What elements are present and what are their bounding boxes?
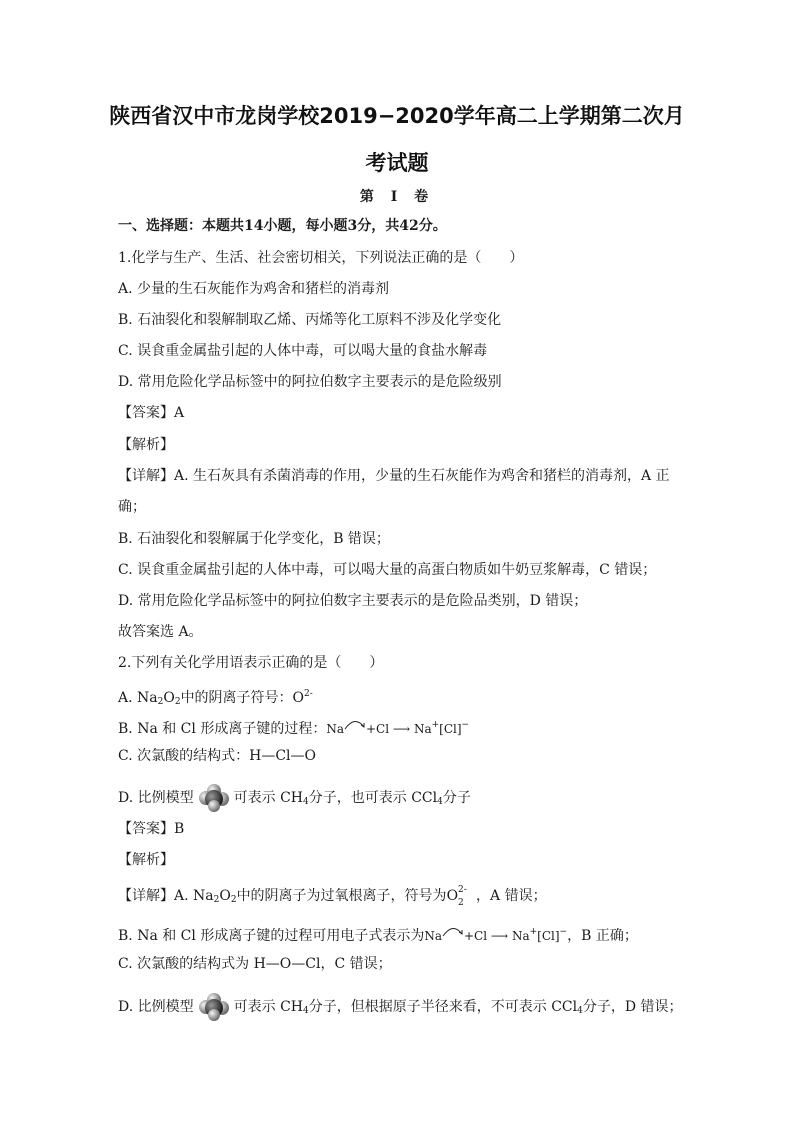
peroxide-sub: 2 [458, 898, 464, 908]
q1-detail-line2: 确； [118, 499, 146, 515]
document-title-line1: 陕西省汉中市龙岗学校2019−2020学年高二上学期第二次月 [109, 104, 685, 128]
q2-detail-c: C. 次氯酸的结构式为 H—O—Cl，C 错误； [118, 956, 392, 972]
q2-detail-d-mid2: 分子，但根据原子半径来看，不可表示 CCl [308, 999, 578, 1015]
q2-detail-b-prefix: B. Na 和 Cl 形成离子键的过程可用电子式表示为 [118, 928, 425, 944]
peroxide-index [458, 885, 476, 908]
eform2-plus: + [463, 929, 475, 943]
volume-label: 第 Ⅰ 卷 [359, 189, 435, 205]
eform-na-ion: Na [413, 722, 432, 736]
q2-detail-d [118, 993, 690, 1021]
peroxide-charge: 2- [458, 885, 467, 895]
q1-detail-d: D. 常用危险化学品标签中的阿拉伯数字主要表示的是危险品类别，D 错误； [118, 593, 588, 609]
q2-stem: 2.下列有关化学用语表示正确的是（ ） [118, 655, 384, 671]
q2-option-a-mid: O [163, 690, 175, 706]
q2-detail-b-suffix: ，B 正确； [567, 928, 638, 944]
q2-option-a-sub1: 2 [157, 697, 164, 707]
q2-detail-d-suffix: 分子，D 错误； [582, 999, 683, 1015]
eform2-bracket-close: ] [554, 929, 560, 943]
q2-answer: 【答案】B [118, 821, 185, 837]
q2-option-c: C. 次氯酸的结构式：H—Cl—O [118, 748, 316, 764]
eform2-na: Na [424, 929, 442, 943]
q2-option-a-prefix: A. Na [118, 690, 158, 706]
eform2-bracket-open: [ [537, 929, 542, 943]
eform-arrow-icon: ⟶ [392, 722, 411, 736]
eform2-curved-arrow-icon [442, 929, 464, 943]
q2-option-b-prefix: B. Na 和 Cl 形成离子键的过程： [118, 721, 327, 737]
q2-option-a-suffix: 中的阴离子符号：O [180, 690, 305, 706]
q2-option-a-sub2: 2 [174, 697, 181, 707]
q2-detail-a-sub2: 2 [230, 895, 237, 905]
q2-detail-d-prefix: D. 比例模型 [118, 999, 194, 1015]
q2-option-d-sub1: 4 [303, 797, 309, 807]
q2-option-d-suffix: 分子 [442, 790, 471, 806]
electron-formula-2 [424, 923, 567, 945]
eform-na-charge: + [431, 720, 440, 730]
q2-option-a-charge: 2- [304, 689, 313, 699]
eform-curved-arrow-icon [344, 722, 366, 736]
q2-detail-a-suffix: ，A 错误； [476, 888, 547, 904]
q2-option-a [118, 685, 690, 711]
eform2-na-ion: Na [511, 929, 530, 943]
eform2-na-charge: + [529, 927, 538, 937]
q2-detail-b [118, 923, 690, 945]
section-heading: 一、选择题：本题共14小题，每小题3分，共42分。 [118, 218, 447, 234]
q2-detail-a-prefix: 【详解】A. Na [118, 888, 214, 904]
q1-detail-c: C. 误食重金属盐引起的人体中毒，可以喝大量的高蛋白物质如牛奶豆浆解毒，C 错误； [118, 562, 657, 578]
q2-detail-d-mid: 可表示 CH [233, 999, 304, 1015]
q1-option-b: B. 石油裂化和裂解制取乙烯、丙烯等化工原料不涉及化学变化 [118, 312, 502, 328]
eform2-cl: Cl [474, 929, 488, 943]
space-filling-model-icon [197, 784, 231, 812]
electron-formula [326, 716, 469, 738]
q1-conclusion: 故答案选 A。 [118, 624, 203, 640]
q2-option-d [118, 784, 690, 812]
space-filling-model-icon-2 [197, 993, 231, 1021]
eform2-cl-ion: Cl [541, 929, 555, 943]
eform-cl-ion: Cl [443, 722, 457, 736]
q2-detail-a-sub1: 2 [213, 895, 220, 905]
q2-detail-a-mid: O [219, 888, 231, 904]
q1-option-d: D. 常用危险化学品标签中的阿拉伯数字主要表示的是危险级别 [118, 374, 502, 390]
q2-option-d-sub2: 4 [437, 797, 443, 807]
document-title-line2: 考试题 [365, 151, 429, 175]
eform-bracket-close: ] [456, 722, 462, 736]
q2-detail-a-mid2: 中的阴离子为过氧根离子，符号为 [236, 888, 447, 904]
eform-bracket-open: [ [439, 722, 444, 736]
q2-detail-a-ion: O [446, 888, 459, 904]
q1-answer: 【答案】A [118, 405, 185, 421]
q2-option-d-mid2: 分子，也可表示 CCl [308, 790, 438, 806]
q1-option-a: A. 少量的生石灰能作为鸡舍和猪栏的消毒剂 [118, 281, 390, 297]
q2-analysis-label: 【解析】 [118, 852, 174, 868]
eform-cl-charge: − [461, 720, 470, 730]
q1-stem: 1.化学与生产、生活、社会密切相关，下列说法正确的是（ ） [118, 250, 524, 266]
q1-option-c: C. 误食重金属盐引起的人体中毒，可以喝大量的食盐水解毒 [118, 343, 488, 359]
q1-analysis-label: 【解析】 [118, 437, 174, 453]
q1-detail-line1: 【详解】A. 生石灰具有杀菌消毒的作用，少量的生石灰能作为鸡舍和猪栏的消毒剂，A 正 [118, 468, 670, 484]
eform2-arrow-icon: ⟶ [490, 929, 509, 943]
q2-detail-d-sub2: 4 [577, 1006, 583, 1016]
q2-option-d-prefix: D. 比例模型 [118, 790, 194, 806]
q2-detail-a [118, 887, 690, 909]
q2-detail-d-sub1: 4 [303, 1006, 309, 1016]
eform2-cl-charge: − [559, 927, 568, 937]
eform-plus: + [365, 722, 377, 736]
q1-detail-b: B. 石油裂化和裂解属于化学变化，B 错误； [118, 531, 390, 547]
eform-na: Na [326, 722, 344, 736]
eform-cl: Cl [376, 722, 390, 736]
q2-option-b [118, 716, 690, 738]
q2-option-d-mid: 可表示 CH [233, 790, 304, 806]
